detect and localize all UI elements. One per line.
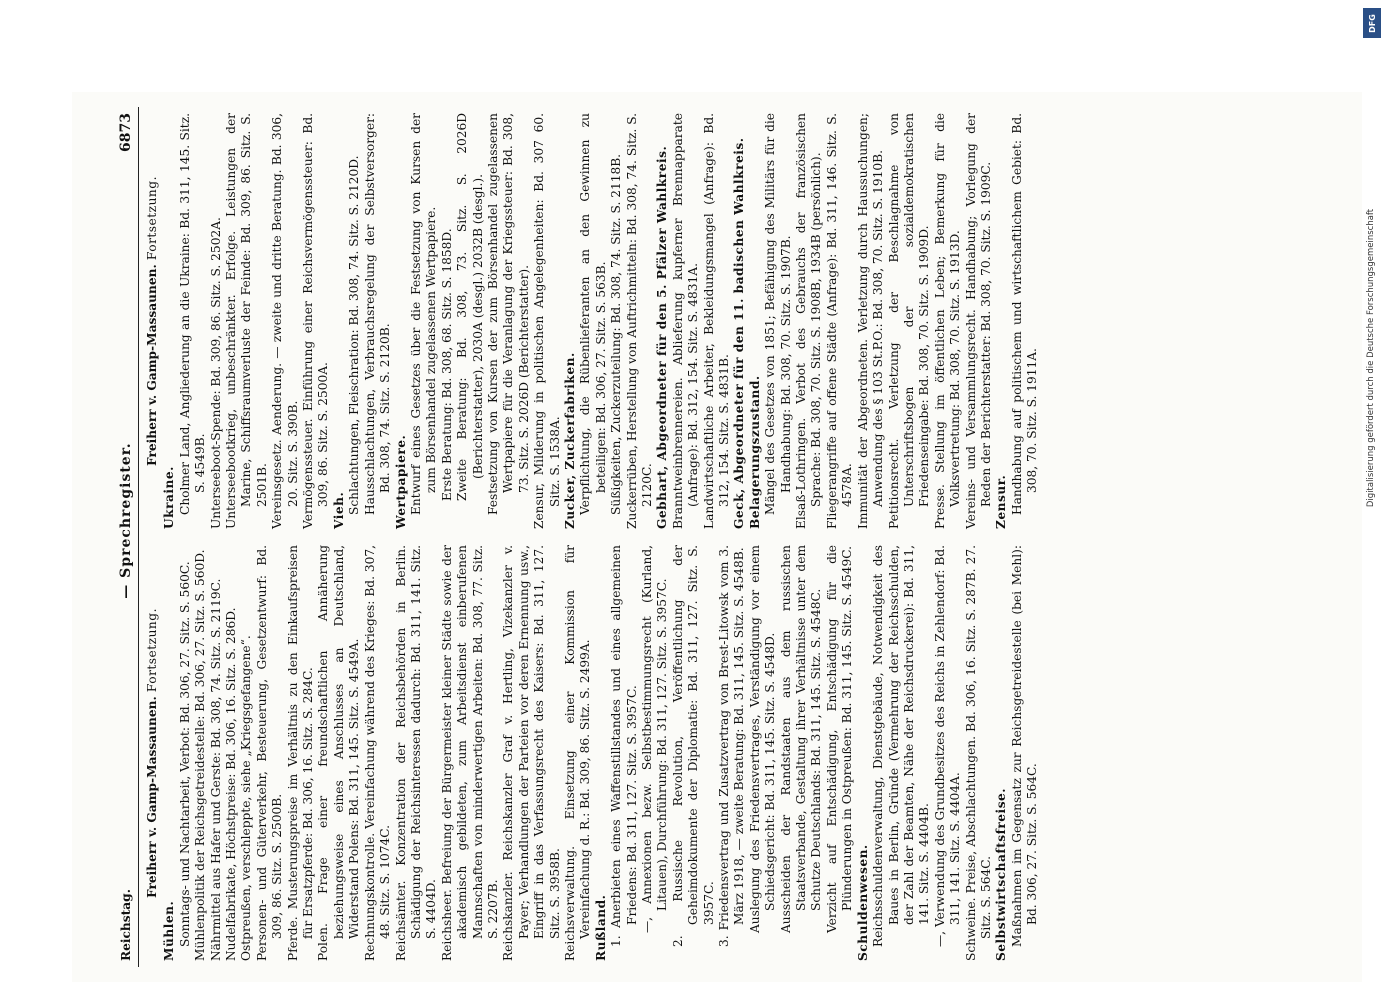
register-entry: Vereinsgesetz. Aenderung. — zweite und dritte Beratung. Bd. 306, 20. Sitz. S. 390B. xyxy=(270,113,300,529)
register-entry: Sonntags- und Nachtarbeit, Verbot: Bd. 306, 27. Sitz. S. 560C. xyxy=(177,561,192,947)
register-entry: Reichskanzler. Reichskanzler Graf v. Hertling, Vizekanzler v. Payer; Verhandlungen der Parteien vor deren Ernennung usw., Eingriff in das Verfassungsrecht des Kaisers: Bd. 311, 127. Sitz. S. 3958B. xyxy=(501,545,562,961)
register-entry: Vereins- und Versammlungsrecht. Handhabung; Vorlegung der Reden der Berichterstatter: Bd. 308, 70. Sitz. S. 1909C. xyxy=(963,113,993,529)
header-center: — Sprechregister. xyxy=(117,442,134,599)
register-entry: Reichsämter. Konzentration der Reichsbehörden in Berlin. Schädigung der Reichsinteressen dadurch: Bd. 311, 141. Sitz. S. 4404D. xyxy=(393,545,439,961)
register-entry: Rechnungskontrolle. Vereinfachung während des Krieges: Bd. 307, 48. Sitz. S. 1074C. xyxy=(362,545,393,961)
register-heading: Rußland. xyxy=(593,894,608,961)
register-entry: Polen. Frage einer freundschaftlichen Annäherung beziehungsweise eines Anschlusses an Deutschland, Widerstand Polens: Bd. 311, 145. Sitz. S. 4549A. xyxy=(316,545,362,961)
register-entry: Zensur, Milderung in politischen Angelegenheiten: Bd. 307 60. Sitz. S. 1538A. xyxy=(532,113,562,529)
register-entry: Handhabung auf politischem und wirtschaftlichem Gebiet: Bd. 308, 70. Sitz. S. 1911A. xyxy=(1009,113,1040,515)
header-left: Reichstag. xyxy=(118,889,133,961)
register-heading: Mühlen. xyxy=(162,900,177,961)
register-entry: Elsaß-Lothringen. Verbot des Gebrauchs der französischen Sprache: Bd. 308, 70. Sitz. S. 1908B, 1934B (persönlich). xyxy=(794,113,824,529)
column-heading-name: Freiherr v. Gamp-Massaunen. xyxy=(145,696,159,898)
register-heading: Zensur. xyxy=(994,474,1009,529)
register-heading: Schuldenwesen. xyxy=(855,844,870,961)
page-number: 6873 xyxy=(117,113,134,152)
dfg-logo-text: DFG xyxy=(1367,13,1377,33)
register-entry: Petitionsrecht. Verletzung der Beschlagnahme von Unterschriftsbogen der sozialdemokratischen Friedenseingabe: Bd. 308, 70. Sitz. S. 1909D. xyxy=(886,113,932,529)
register-entry: Hausschlachtungen, Verbrauchsregelung der Selbstversorger: Bd. 308, 74. Sitz. S. 2120B. xyxy=(362,113,393,515)
register-entry: Branntweinbrennereien. Ablieferung kupferner Brennapparate (Anfrage): Bd. 312, 154. Sitz. S. 4831A. xyxy=(670,113,701,529)
digitization-credit-text: Digitalisierung gefördert durch die Deutsche Forschungsgemeinschaft xyxy=(1366,208,1376,508)
register-entry: Cholmer Land, Angliederung an die Ukraine: Bd. 311, 145. Sitz. S. 4549B. xyxy=(177,113,208,515)
register-entry: 2. Russische Revolution, Veröffentlichung der Geheimdokumente der Diplomatie: Bd. 311, 127. Sitz. S. 3957C. xyxy=(670,545,716,947)
register-heading: Belagerungszustand. xyxy=(747,375,762,529)
register-page xyxy=(108,107,1358,967)
scanned-sheet xyxy=(72,92,1362,982)
register-entry: Zuckerrüben, Herstellung von Auftrichmitteln: Bd. 308, 74. Sitz. S. 2120C. xyxy=(624,113,654,529)
register-entry: Reichsschuldenverwaltung, Dienstgebäude, Notwendigkeit des Baues in Berlin, Gründe (Vermehrung der Reichsschulden, der Zahl der Beamten, Nähe der Reichsdruckerei): Bd. 311, 141. Sitz. S. 4404B. xyxy=(871,545,932,947)
register-entry: Nudelfabrikate, Höchstpreise: Bd. 306, 16. Sitz. S. 286D. xyxy=(224,607,239,961)
register-entry: Maßnahmen im Gegensatz zur Reichsgetreidestelle (bei Mehl): Bd. 306, 27. Sitz. S. 564C. xyxy=(1009,545,1040,947)
register-entry: Nährmittel aus Hafer und Gerste: Bd. 308, 74. Sitz. S. 2119C. xyxy=(208,578,223,961)
column-heading-continued: Fortsetzung. xyxy=(145,176,159,261)
register-entry: Mängel des Gesetzes von 1851; Befähigung des Militärs für die Handhabung: Bd. 308, 70. Sitz. S. 1907B. xyxy=(763,113,793,515)
register-entry: Landwirtschaftliche Arbeiter, Bekleidungsmangel (Anfrage): Bd. 312, 154. Sitz. S. 4831B. xyxy=(701,113,732,529)
register-entry: Mühlenpolitik der Reichsgetreidestelle: Bd. 306, 27. Sitz. S. 560D. xyxy=(193,549,208,961)
register-entry: Erste Beratung: Bd. 308, 68. Sitz. S. 1858D. xyxy=(439,228,454,501)
column-left xyxy=(145,545,1041,961)
register-entry: Ostpreußen, verschleppte, siehe „Kriegsgefangene“. xyxy=(239,635,254,961)
columns xyxy=(139,107,1041,967)
register-entry: —, Verwendung des Grundbesitzes des Reichs in Zehlendorf: Bd. 311, 141. Sitz. S. 4404A. xyxy=(932,545,963,947)
register-heading: Vieh. xyxy=(331,491,346,529)
register-entry: Reichsheer. Befreiung der Bürgermeister kleiner Städte sowie der akademisch gebildeten, zum Arbeitsdienst einberufenen Mannschaften von minderwertigen Arbeiten: Bd. 308, 77. Sitz. S. 2207B. xyxy=(439,545,500,961)
register-entry: Vermögenssteuer. Einführung einer Reichsvermögenssteuer: Bd. 309, 86. Sitz. S. 2500A. xyxy=(301,113,331,529)
register-entry: Verpflichtung, die Rübenlieferanten an den Gewinnen zu beteiligen: Bd. 306, 27. Sitz. S. 563B. xyxy=(578,113,608,515)
column-heading xyxy=(145,113,160,529)
register-entry: Ausscheiden der Randstaaten aus dem russischen Staatsverbande, Gestaltung ihrer Verhältnisse unter dem Schutze Deutschlands: Bd. 311, 145. Sitz. S. 4548C. xyxy=(778,545,824,933)
register-entry: Auslegung des Friedensvertrages, Verständigung vor einem Schiedsgericht: Bd. 311, 145. Sitz. S. 4548D. xyxy=(747,545,778,933)
register-heading: Selbstwirtschaftsfreise. xyxy=(994,787,1009,961)
register-heading: Zucker, Zuckerfabriken. xyxy=(562,352,577,529)
register-entry: Verzicht auf Entschädigung, Entschädigung für die Plünderungen in Ostpreußen: Bd. 311, 145. Sitz. S. 4549C. xyxy=(824,545,855,933)
page-header xyxy=(108,107,139,967)
digitization-credit xyxy=(1363,8,1379,708)
register-entry: Presse. Stellung im öffentlichen Leben; Bemerkung für die Volksvertretung: Bd. 308, 70. Sitz. S. 1913D. xyxy=(932,113,963,529)
register-entry: 1. Anerbieten eines Waffenstillstandes und eines allgemeinen Friedens: Bd. 311, 127. Sitz. S. 3957C. xyxy=(609,545,639,947)
register-entry: Entwurf eines Gesetzes über die Festsetzung von Kursen der zum Börsenhandel zugelassenen Wertpapiere. xyxy=(408,113,439,515)
register-entry: —, Annexionen bezw. Selbstbestimmungsrecht (Kurland, Litauen), Durchführung: Bd. 311, 127. Sitz. S. 3957C. xyxy=(640,545,670,933)
register-entry: Zweite Beratung: Bd. 308, 73. Sitz. S. 2026D (Berichterstatter), 2030A (desgl.) 2032B (desgl.). xyxy=(455,113,485,501)
register-entry: Personen- und Güterverkehr, Besteuerung, Gesetzentwurf: Bd. 309, 86. Sitz. S. 2500B. xyxy=(254,545,285,961)
register-entry: Süßigkeiten, Zuckerzuteilung: Bd. 308, 74. Sitz. S. 2118B. xyxy=(609,153,624,515)
register-entry: Unterseebootkrieg, unbeschränkter. Erfolge. Leistungen der Marine, Schiffsraumverluste der Feinde: Bd. 309, 86. Sitz. S. 2501B. xyxy=(224,113,269,529)
register-entry: Unterseeboot-Spende: Bd. 309, 86. Sitz. S. 2502A. xyxy=(208,217,223,529)
register-heading: Geck, Abgeordneter für den 11. badischen Wahlkreis. xyxy=(732,137,747,529)
register-entry: 3. Friedensvertrag und Zusatzvertrag von Brest-Litowsk vom 3. März 1918, — zweite Beratung: Bd. 311, 145. Sitz. S. 4548B. xyxy=(717,545,747,947)
register-entry: Fliegerangriffe auf offene Städte (Anfrage): Bd. 311, 146. Sitz. S. 4578A. xyxy=(824,113,855,529)
register-entry: Schweine. Preise, Abschlachtungen. Bd. 306, 16. Sitz. S. 287B. 27. Sitz. S. 564C. xyxy=(963,545,993,961)
column-heading xyxy=(145,545,160,961)
register-heading: Wertpapiere. xyxy=(393,434,408,529)
dfg-logo xyxy=(1363,8,1381,38)
register-heading: Gebhart, Abgeordneter für den 5. Pfälzer Wahlkreis. xyxy=(655,145,670,529)
register-entry: Reichsverwaltung. Einsetzung einer Kommission für Vereinfachung d. R.: Bd. 309, 86. Sitz. S. 2499A. xyxy=(562,545,593,961)
register-heading: Ukraine. xyxy=(162,466,177,529)
column-heading-name: Freiherr v. Gamp-Massaunen. xyxy=(145,264,159,466)
register-entry: Pferde. Musterungspreise im Verhältnis zu den Einkaufspreisen für Ersatzpferde: Bd. 306, 16. Sitz. S. 284C. xyxy=(285,545,316,961)
register-entry: Schlachtungen, Fleischration: Bd. 308, 74. Sitz. S. 2120D. xyxy=(347,155,362,515)
register-entry: Immunität der Abgeordneten. Verletzung durch Haussuchungen; Anwendung des § 103 St.P.O.: Bd. 308, 70. Sitz. S. 1910B. xyxy=(855,113,886,529)
column-heading-continued: Fortsetzung. xyxy=(145,608,159,693)
column-right xyxy=(145,113,1041,529)
register-entry: Festsetzung von Kursen der zum Börsenhandel zugelassenen Wertpapiere für die Veranlagung der Kriegssteuer: Bd. 308, 73. Sitz. S. 2026D (Berichterstatter). xyxy=(485,113,531,515)
